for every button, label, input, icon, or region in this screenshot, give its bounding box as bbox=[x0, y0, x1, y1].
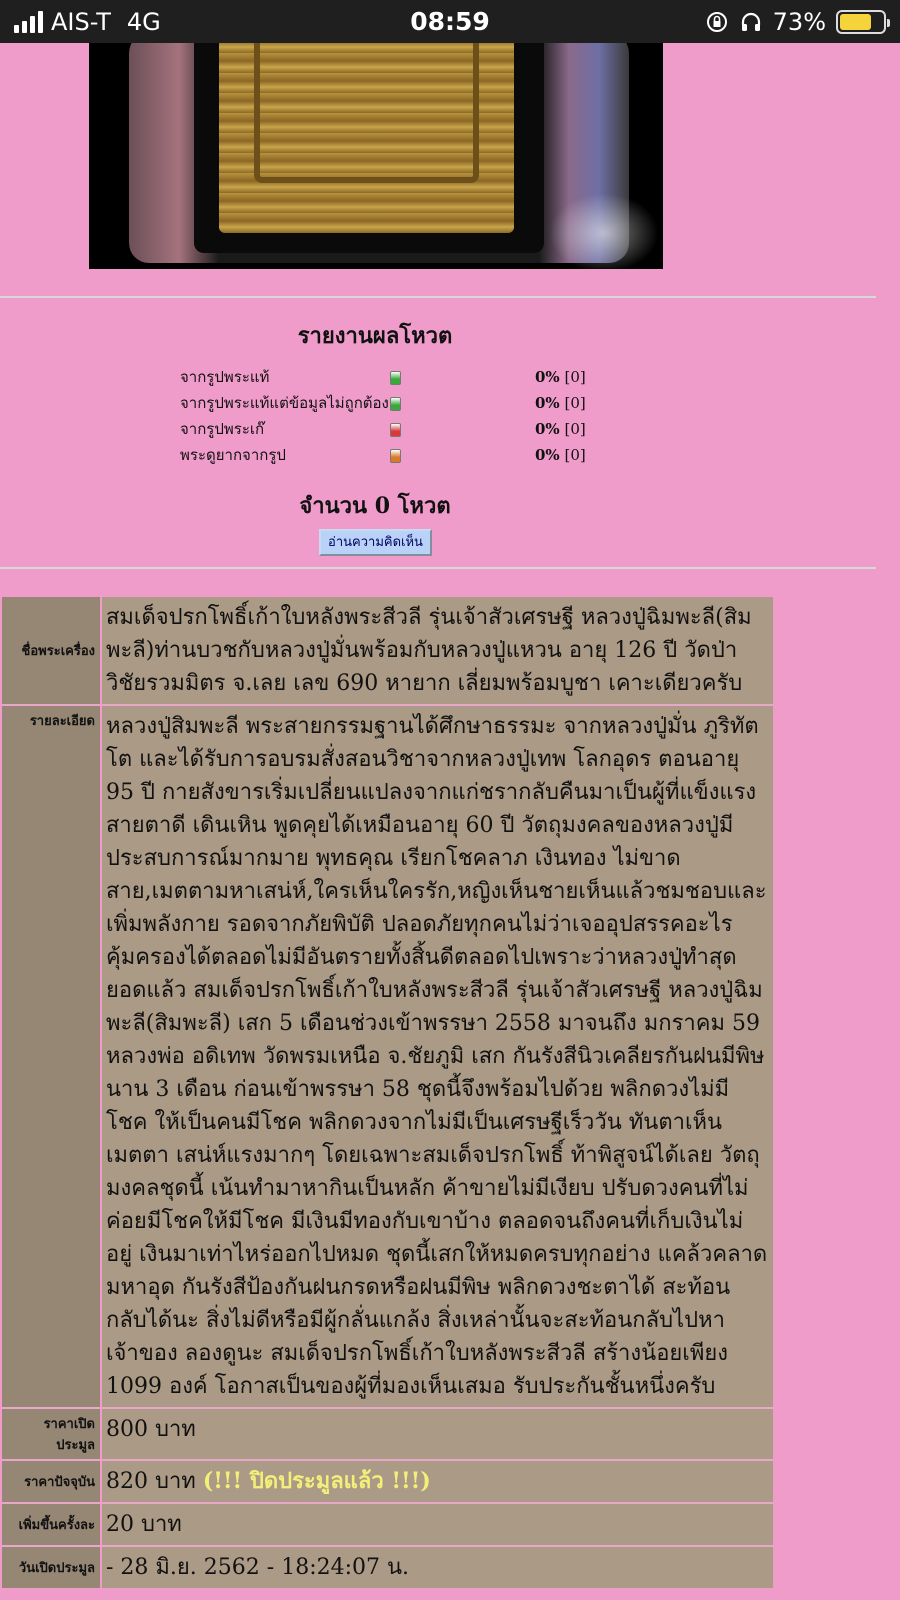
rotation-lock-icon bbox=[705, 10, 729, 34]
vote-row bbox=[180, 416, 600, 442]
detail-row-description bbox=[2, 704, 773, 1407]
battery-icon bbox=[836, 10, 886, 34]
bid-increment: 20 บาท bbox=[102, 1502, 773, 1545]
open-price: 800 บาท bbox=[102, 1407, 773, 1459]
vote-result bbox=[535, 364, 600, 390]
vote-count: [0] bbox=[564, 394, 586, 412]
current-price-cell bbox=[102, 1459, 773, 1502]
status-right bbox=[705, 8, 886, 36]
vote-total: จำนวน 0 โหวต bbox=[299, 493, 451, 519]
vote-row bbox=[180, 390, 600, 416]
status-time: 08:59 bbox=[410, 7, 490, 36]
detail-key-current-price: ราคาปัจจุบัน bbox=[2, 1459, 100, 1502]
vote-count: [0] bbox=[564, 368, 586, 386]
network-type: 4G bbox=[126, 8, 161, 36]
vote-row bbox=[180, 442, 600, 468]
vote-color-marker bbox=[390, 397, 401, 411]
detail-key-increment: เพิ่มขึ้นครั้งละ bbox=[2, 1502, 100, 1545]
vote-count: [0] bbox=[564, 420, 586, 438]
vote-option-label: จากรูปพระแท้แต่ข้อมูลไม่ถูกต้อง bbox=[180, 394, 389, 412]
vote-percent: 0% bbox=[535, 446, 560, 464]
vote-option-label: จากรูปพระเก๊ bbox=[180, 420, 265, 438]
vote-bar bbox=[390, 442, 535, 468]
amulet-name: สมเด็จปรกโพธิ์เก้าใบหลังพระสีวลี รุ่นเจ้าสัวเศรษฐี หลวงปู่ฉิมพะลี(สิมพะลี)ท่านบวชกับหลวงปู่มั่นพร้อมกับหลวงปู่แหวน อายุ 126 ปี วัดป่าวิชัยรวมมิตร จ.เลย เลข 690 หายาก เลี่ยมพร้อมบูชา เคาะเดียวครับ bbox=[102, 597, 773, 704]
detail-key-open-date: วันเปิดประมูล bbox=[2, 1545, 100, 1588]
detail-row-current-price bbox=[2, 1459, 773, 1502]
vote-report-title: รายงานผลโหวต bbox=[297, 323, 453, 349]
vote-option-label: พระดูยากจากรูป bbox=[180, 446, 286, 464]
status-bar bbox=[0, 0, 900, 43]
vote-result bbox=[535, 390, 600, 416]
vote-bar bbox=[390, 390, 535, 416]
vote-bar bbox=[390, 364, 535, 390]
headphones-icon bbox=[739, 10, 763, 34]
detail-key-description: รายละเอียด bbox=[2, 704, 100, 1407]
divider-top bbox=[0, 296, 876, 298]
vote-color-marker bbox=[390, 449, 401, 463]
vote-color-marker bbox=[390, 371, 401, 385]
amulet-description: หลวงปู่สิมพะลี พระสายกรรมฐานได้ศึกษาธรรมะ จากหลวงปู่มั่น ภูริทัตโต และได้รับการอบรมสั่งสอนวิชาจากหลวงปู่เทพ โลกอุดร ตอนอายุ 95 ปี กายสังขารเริ่มเปลี่ยนแปลงจากแก่ชรากลับคืนมาเป็นผู้ที่แข็งแรง สายตาดี เดินเหิน พูดคุยได้เหมือนอายุ 60 ปี วัตถุมงคลของหลวงปู่มีประสบการณ์มากมาย พุทธคุณ เรียกโชคลาภ เงินทอง ไม่ขาดสาย,เมตตามหาเสน่ห์,ใครเห็นใครรัก,หญิงเห็นชายเห็นแล้วชมชอบและเพิ่มพลังกาย รอดจากภัยพิบัติ ปลอดภัยทุกคนไม่ว่าเจออุปสรรคอะไรคุ้มครองได้ตลอดไม่มีอันตรายทั้งสิ้นดีตลอดไปเพราะว่าหลวงปู่ทำสุดยอดแล้ว สมเด็จปรกโพธิ์เก้าใบหลังพระสีวลี รุ่นเจ้าสัวเศรษฐี หลวงปู่ฉิมพะลี(สิมพะลี) เสก 5 เดือนช่วงเข้าพรรษา 2558 มาจนถึง มกราคม 59 หลวงพ่อ อดิเทพ วัดพรมเหนือ จ.ชัยภูมิ เสก กันรังสีนิวเคลียรกันฝนมีพิษ นาน 3 เดือน ก่อนเข้าพรรษา 58 ชุดนี้จึงพร้อมไปด้วย พลิกดวงไม่มีโชค ให้เป็นคนมีโชค พลิกดวงจากไม่มีเป็นเศรษฐีเร็ววัน ทันตาเห็น เมตตา เสน่ห์แรงมากๆ โดยเฉพาะสมเด็จปรกโพธิ์ ท้าพิสูจน์ได้เลย วัตถุมงคลชุดนี้ เน้นทำมาหากินเป็นหลัก ค้าขายไม่มีเงียบ ปรับดวงคนที่ไม่ค่อยมีโชคให้มีโชค มีเงินมีทองกับเขาบ้าง ตลอดจนถึงคนที่เก็บเงินไม่อยู่ เงินมาเท่าไหร่ออกไปหมด ชุดนี้เสกให้หมดครบทุกอย่าง แคล้วคลาด มหาอุด กันรังสีป้องกันฝนกรดหรือฝนมีพิษ พลิกดวงชะตาได้ สะท้อนกลับได้นะ สิ่งไม่ดีหรือมีผู้กลั่นแกล้ง สิ่งเหล่านั้นจะสะท้อนกลับไปหาเจ้าของ ลองดูนะ สมเด็จปรกโพธิ์เก้าใบหลังพระสีวลี สร้างน้อยเพียง 1099 องค์ โอกาสเป็นของผู้ที่มองเห็นเสมอ รับประกันชั้นหนึ่งครับ bbox=[102, 704, 773, 1407]
carrier-name: AIS-T bbox=[51, 8, 111, 36]
detail-row-increment bbox=[2, 1502, 773, 1545]
vote-percent: 0% bbox=[535, 420, 560, 438]
battery-fill bbox=[840, 14, 871, 30]
vote-bar bbox=[390, 416, 535, 442]
vote-result bbox=[535, 416, 600, 442]
vote-percent: 0% bbox=[535, 368, 560, 386]
divider-bottom bbox=[0, 567, 876, 569]
vote-result bbox=[535, 442, 600, 468]
vote-option-label: จากรูปพระแท้ bbox=[180, 368, 270, 386]
vote-color-marker bbox=[390, 423, 401, 437]
detail-row-open-date bbox=[2, 1545, 773, 1588]
vote-row bbox=[180, 364, 600, 390]
vote-percent: 0% bbox=[535, 394, 560, 412]
battery-percent: 73% bbox=[772, 8, 826, 36]
detail-row-name bbox=[2, 597, 773, 704]
detail-key-name: ชื่อพระเครื่อง bbox=[2, 597, 100, 704]
amulet-photo bbox=[89, 43, 663, 269]
auction-closed-badge: (!!! ปิดประมูลแล้ว !!!) bbox=[202, 1468, 431, 1494]
detail-key-open-price: ราคาเปิดประมูล bbox=[2, 1407, 100, 1459]
read-comments-button[interactable]: อ่านความคิดเห็น bbox=[319, 529, 432, 556]
vote-report-table bbox=[180, 364, 600, 468]
current-price: 820 บาท bbox=[106, 1469, 196, 1494]
open-date: - 28 มิ.ย. 2562 - 18:24:07 น. bbox=[102, 1545, 773, 1588]
vote-count: [0] bbox=[564, 446, 586, 464]
detail-row-open-price bbox=[2, 1407, 773, 1459]
amulet-detail-table bbox=[0, 597, 775, 1588]
